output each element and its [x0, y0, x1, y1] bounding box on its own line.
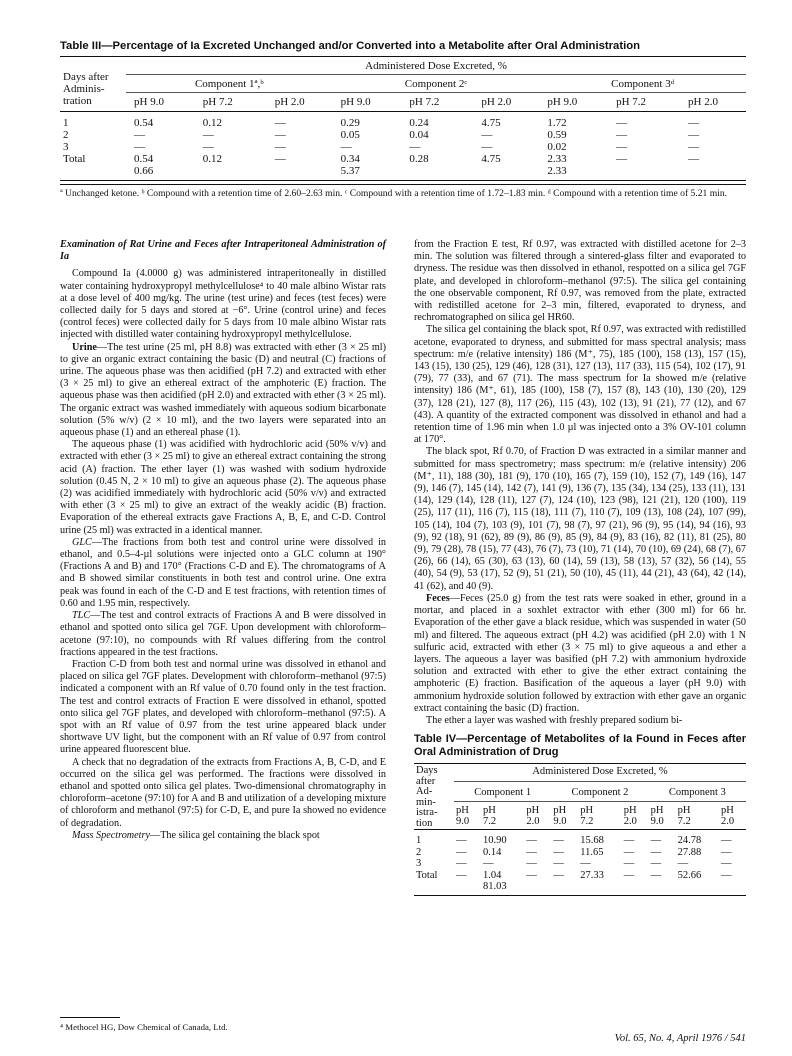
table-4-ph-header: pH 2.0: [524, 802, 551, 830]
table-row: [414, 881, 746, 895]
table-cell: 0.12: [202, 117, 222, 129]
table-row: [414, 870, 746, 882]
table-cell: 27.88: [677, 846, 702, 858]
table-4-stub-header: Days after Ad- min- istra- tion: [414, 764, 454, 830]
paragraph: from the Fraction E test, Rf 0.97, was extracted with distilled acetone for 2–3 min. The solution was filtered through a sintered-glass filter and evaporated to dryness. The residue was then dissolved in ethanol, respotted on a silica gel 7GF plate, and developed in chloroform–methanol (97:5). The silica gel containing the one observable component, Rf 0.97, was removed from the plate, extracted with redistilled acetone for 2–3 min, filtered, evaporated to dryness, and rechromatographed on silica gel HR60.: [414, 239, 746, 324]
table-cell: —: [650, 869, 662, 881]
table-cell: 0.29: [340, 117, 360, 129]
table-cell: 0.54: [134, 117, 154, 129]
section-heading: Examination of Rat Urine and Feces after Intraperitoneal Administration of Ia: [60, 239, 386, 263]
table-cell: 0.24: [409, 117, 429, 129]
table-cell: —: [650, 846, 662, 858]
table-cell: —: [580, 858, 591, 870]
table-cell: 1: [416, 835, 422, 847]
table-cell: —: [721, 858, 732, 870]
table-cell: 27.33: [580, 869, 604, 881]
table-cell: [649, 881, 676, 895]
table-4-ph-header: pH 7.2: [578, 802, 621, 830]
paragraph: The ether a layer was washed with freshly prepared sodium bi-: [426, 714, 683, 726]
table-row: [60, 129, 746, 141]
table-3-footnote: ª Unchanged ketone. ᵇ Compound with a retention time of 2.60–2.63 min. ᶜ Compound with a retention time of 1.72–1.83 min. ᵈ Compound with a retention time of 5.21 min.: [60, 184, 746, 199]
table-4-ph-header: pH 7.2: [676, 802, 719, 830]
table-cell: —: [526, 835, 537, 847]
table-3-ph-header: pH 2.0: [674, 93, 746, 112]
table-3-ph-header: pH 9.0: [333, 93, 396, 112]
table-cell: 2: [63, 129, 69, 141]
table-row: [414, 858, 746, 870]
table-cell: 0.66: [134, 165, 154, 177]
table-cell: [719, 881, 746, 895]
table-4-component-3: Component 3: [649, 781, 746, 802]
table-row: [60, 165, 746, 181]
table-4-ph-header: pH 7.2: [481, 802, 524, 830]
table-cell: —: [553, 846, 564, 858]
table-4-caption: Table IV—Percentage of Metabolites of Ia Found in Feces after Oral Administration of Drug: [414, 733, 746, 759]
table-cell: [551, 881, 578, 895]
table-cell: —: [481, 141, 493, 153]
table-row: [414, 830, 746, 847]
table-cell: [676, 881, 719, 895]
paragraph: Compound Ia (4.0000 g) was administered intraperitoneally in distilled water containing hydroxypropyl methylcellulose⁴ to 40 male albino Wistar rats at a dose level of 400 mg/kg. The urine (test urine) and feces (test feces) were collected daily for 5 days and stored at −6°. Urine (control urine) and feces (control feces) were collected daily for 5 days from 10 male albino Wistar rats injected with distilled water containing hydroxypropyl methylcellulose.: [60, 268, 386, 341]
paragraph: The silica gel containing the black spot, Rf 0.97, was extracted with redistilled acetone, evaporated to dryness, and submitted for mass spectral analysis; mass spectrum: m/e (relative intensity) 186 (M⁺, 75), 185 (100), 158 (13), 157 (15), 143 (15), 130 (25), 129 (46), 128 (31), 127 (13), 117 (33), 115 (54), 102 (17), 91 (79), 77 (33), and 67 (71). The mass spectrum for Ia showed m/e (relative intensity) 186 (M⁺, 61), 185 (100), 158 (7), 157 (8), 143 (10), 130 (20), 129 (37), 128 (21), 127 (8), 117 (26), 115 (43), 102 (13), 91 (21), 77 (12), and 67 (43). A quantity of the extracted component was dissolved in ethanol and had a retention time of 1.96 min when 1.0 µl was injected onto a 3% OV-101 column at 170°.: [414, 324, 746, 446]
table-cell: —: [553, 858, 564, 870]
table-cell: —: [456, 858, 467, 870]
table-cell: [414, 881, 454, 895]
table-cell: [622, 881, 649, 895]
table-cell: —: [134, 141, 145, 153]
table-cell: 1: [63, 117, 69, 129]
table-cell: —: [721, 835, 732, 847]
table-cell: —: [721, 846, 732, 858]
paragraph: The black spot, Rf 0.70, of Fraction D was extracted in a similar manner and submitted for mass spectrometry; mass spectrum: m/e (relative intensity) 206 (M⁺, 11), 188 (30), 181 (9), 170 (10), 165 (7), 159 (10), 152 (7), 149 (16), 147 (9), 146 (7), 145 (14), 142 (7), 141 (9), 136 (7), 135 (34), 134 (25), 133 (11), 131 (14), 129 (14), 128 (11), 127 (7), 124 (10), 123 (98), 121 (21), 120 (100), 119 (25), 117 (11), 116 (7), 115 (18), 111 (7), 110 (7), 109 (13), 108 (24), 107 (99), 105 (14), 104 (7), 103 (9), 101 (7), 98 (7), 97 (21), 96 (9), 95 (14), 94 (16), 93 (9), 92 (18), 91 (62), 89 (9), 86 (9), 85 (9), 84 (9), 83 (16), 82 (11), 81 (25), 80 (9), 79 (28), 78 (15), 77 (43), 76 (7), 73 (10), 71 (14), 70 (10), 69 (24), 68 (7), 67 (26), 66 (14), 65 (30), 63 (13), 60 (14), 59 (13), 58 (13), 57 (32), 56 (14), 55 (40), 54 (9), 53 (17), 52 (9), 51 (21), 50 (10), 45 (11), 44 (21), 43 (64), 42 (14), 41 (62), and 40 (9).: [414, 446, 746, 592]
table-3-body: [60, 112, 746, 181]
table-cell: 0.59: [547, 129, 567, 141]
table-cell: —: [526, 869, 537, 881]
table-cell: 5.37: [340, 165, 360, 177]
table-cell: —: [456, 835, 467, 847]
table-cell: [395, 165, 467, 181]
table-cell: —: [677, 858, 689, 870]
table-cell: —: [688, 153, 700, 165]
run-in-head: GLC: [72, 536, 92, 548]
paragraph: TLC—The test and control extracts of Fractions A and B were dissolved in ethanol and spotted onto silica gel 7GF. Upon development with chloroform–acetone (97:10), no compounds with Rf values differing from the control fractions appeared in the test fractions.: [60, 610, 386, 658]
table-4-ph-header: pH 2.0: [719, 802, 746, 830]
table-3-ph-header: pH 2.0: [467, 93, 539, 112]
table-cell: [602, 165, 674, 181]
table-3-ph-header: pH 2.0: [261, 93, 333, 112]
table-cell: 15.68: [580, 835, 604, 847]
table-cell: —: [456, 846, 467, 858]
table-cell: —: [274, 141, 286, 153]
run-in-head: Feces: [426, 592, 450, 604]
table-cell: —: [274, 153, 286, 165]
table-cell: 0.14: [482, 846, 502, 858]
table-cell: [467, 165, 539, 181]
run-in-head: Mass Spectrometry: [72, 829, 150, 841]
paragraph: Mass Spectrometry—The silica gel containing the black spot: [72, 829, 320, 841]
table-3: [60, 40, 746, 199]
table-cell: 10.90: [482, 835, 507, 847]
table-cell: —: [688, 129, 700, 141]
table-cell: —: [482, 858, 494, 870]
table-cell: [578, 881, 621, 895]
table-cell: —: [526, 858, 537, 870]
table-cell: —: [340, 141, 352, 153]
table-3-ph-header: pH 9.0: [539, 93, 602, 112]
footnote-rule: [60, 1017, 120, 1018]
paragraph: Fraction C-D from both test and normal urine was dissolved in ethanol and placed on silica gel 7GF plates. Development with chloroform–methanol (97:5) indicated a component with an Rf value of 0.70 found only in the test fraction. The test and control extracts of Fraction E were dissolved in ethanol, spotted onto silica gel 7GF plates, and developed with chloroform–methanol (97:5). A spot with an Rf value of 0.97 from the test urine appeared black under shortwave UV light, but the component with an Rf value of 0.97 from control urine appeared fluorescent blue.: [60, 658, 386, 756]
table-cell: —: [274, 129, 286, 141]
table-cell: Total: [416, 869, 438, 881]
table-cell: —: [616, 129, 628, 141]
run-in-head: TLC: [72, 610, 91, 622]
table-cell: —: [616, 141, 628, 153]
table-cell: 4.75: [481, 117, 501, 129]
left-column: [60, 239, 386, 842]
run-in-head: Urine: [72, 341, 97, 353]
table-cell: —: [481, 129, 493, 141]
table-4-ph-header: pH 2.0: [622, 802, 649, 830]
table-cell: 0.02: [547, 141, 567, 153]
paragraph: Feces—Feces (25.0 g) from the test rats were soaked in ether, ground in a mortar, and placed in a soxhlet extractor with ether (300 ml) for 66 hr. Evaporation of the ether gave a black residue, which was suspended in water (50 ml) and filtered. The aqueous extract (pH 4.2) was acidified (pH 2.0) with 1 N sulfuric acid, extracted with ether (3 × 75 ml) to give aqueous a and ether a layers. The aqueous a layer was basified (pH 7.2) with ammonium hydroxide solution and extracted with ether to give the ether extract containing the amphoteric (E) fraction. Basification of the aqueous a layer (pH 9.0) with ammonium hydroxide solution followed by extraction with ether gave an organic extract containing the basic (D) fraction.: [414, 592, 746, 714]
paragraph: The aqueous phase (1) was acidified with hydrochloric acid (50% v/v) and extracted with ether (3 × 25 ml) to give an ethereal extract containing the strong acid (A) fraction. The ether layer (1) was washed with sodium hydroxide solution (0.45 N, 2 × 10 ml) to give an aqueous phase (2). The aqueous phase (2) was acidified immediately with hydrochloric acid (50% v/v) and extracted with ether (3 × 25 ml) to give an extract of the weakly acidic (B) fraction. Evaporation of the ethereal extracts gave Fractions A, B, E, and C-D. Control urine (25 ml) was extracted in a identical manner.: [60, 439, 386, 536]
table-cell: —: [274, 117, 286, 129]
table-3-stub-header: Days after Adminis- tration: [60, 57, 126, 112]
table-cell: —: [623, 835, 635, 847]
table-cell: —: [553, 835, 564, 847]
right-column: [414, 239, 746, 896]
table-cell: —: [721, 869, 732, 881]
table-4-body: [414, 830, 746, 896]
table-cell: [674, 165, 746, 181]
paragraph: GLC—The fractions from both test and control urine were dissolved in ethanol, and 0.5–4-µl solutions were injected onto a GLC column at 190° (Fractions A and B) and 170° (Fractions C-D and E). The chromatograms of A and B showed similar constituents in both test and control urine. One extra peak was found in each of the C-D and E test fractions, with retention times of 0.60 and 1.95 min, respectively.: [60, 536, 386, 609]
table-cell: 11.65: [580, 846, 604, 858]
table-cell: —: [553, 869, 564, 881]
table-4-component-2: Component 2: [551, 781, 648, 802]
table-3-spanner: Administered Dose Excreted, %: [126, 57, 746, 75]
table-4-spanner: Administered Dose Excreted, %: [454, 764, 746, 782]
table-cell: 0.05: [340, 129, 360, 141]
table-cell: —: [650, 835, 662, 847]
table-cell: 1.72: [547, 117, 567, 129]
table-cell: —: [202, 141, 214, 153]
table-3-ph-header: pH 7.2: [602, 93, 674, 112]
table-4-ph-header: pH 9.0: [454, 802, 481, 830]
table-cell: 3: [63, 141, 69, 153]
table-3-caption: Table III—Percentage of Ia Excreted Unchanged and/or Converted into a Metabolite after Oral Administration: [60, 40, 641, 52]
table-cell: 81.03: [482, 881, 507, 893]
table-cell: 0.12: [202, 153, 222, 165]
table-cell: —: [616, 117, 628, 129]
table-cell: [261, 165, 333, 181]
table-4-component-1: Component 1: [454, 781, 551, 802]
table-cell: [60, 165, 126, 181]
table-4-ph-header: pH 9.0: [551, 802, 578, 830]
table-cell: —: [409, 141, 421, 153]
table-cell: —: [456, 869, 467, 881]
table-cell: 0.04: [409, 129, 429, 141]
page-footnote: ⁴ Methocel HG, Dow Chemical of Canada, Ltd.: [60, 1022, 228, 1032]
table-cell: —: [202, 129, 214, 141]
table-cell: 0.28: [409, 153, 429, 165]
table-3-component-2: Component 2ᶜ: [333, 75, 540, 93]
table-4-ph-header: pH 9.0: [649, 802, 676, 830]
table-cell: —: [650, 858, 662, 870]
table-cell: —: [688, 141, 700, 153]
table-cell: [524, 881, 551, 895]
table-cell: 0.54: [134, 153, 154, 165]
table-3-component-1: Component 1ª,ᵇ: [126, 75, 333, 93]
table-3-ph-header: pH 7.2: [395, 93, 467, 112]
table-row: [414, 847, 746, 859]
table-cell: 24.78: [677, 835, 702, 847]
table-3-grid: [60, 56, 746, 181]
table-cell: —: [526, 846, 537, 858]
table-cell: —: [623, 869, 635, 881]
table-4: [414, 733, 746, 896]
table-row: [60, 112, 746, 130]
table-4-ph-row: [414, 802, 746, 830]
table-cell: —: [688, 117, 700, 129]
table-cell: —: [623, 846, 635, 858]
table-cell: —: [623, 858, 635, 870]
table-cell: [454, 881, 481, 895]
table-3-component-3: Component 3ᵈ: [539, 75, 746, 93]
table-cell: 0.34: [340, 153, 360, 165]
paragraph: Urine—The test urine (25 ml, pH 8.8) was extracted with ether (3 × 25 ml) to give an organic extract containing the basic (D) and neutral (C) fractions of urine. The aqueous phase was then acidified (pH 7.2) and extracted with ether (3 × 25 ml) to give an ethereal extract of the amphoteric (E) fraction. The aqueous phase was then acidified (pH 2.0) and extracted with ether (3 × 25 ml). The organic extract was washed immediately with aqueous sodium bicarbonate solution (5% w/v) (2 × 10 ml), and the two layers were separated into an aqueous phase (1) and an ethereal phase (1).: [60, 341, 386, 439]
table-cell: 4.75: [481, 153, 501, 165]
table-3-ph-header: pH 7.2: [189, 93, 261, 112]
table-row: [60, 153, 746, 165]
table-cell: 1.04: [482, 869, 502, 881]
page-folio: Vol. 65, No. 4, April 1976 / 541: [614, 1033, 746, 1044]
paragraph: A check that no degradation of the extracts from Fractions A, B, C-D, and E occurred on the silica gel was performed. The fractions were dissolved in ethanol and spotted onto silica gel plates. Two-dimensional chromatography in chloroform–acetone (97:10) for A and B and utilization of a developing mixture of chloroform and methanol (97:5) for C-D, E, and pure Ia showed no evidence of degradation.: [60, 756, 386, 829]
table-row: [60, 141, 746, 153]
table-cell: —: [134, 129, 145, 141]
table-cell: —: [616, 153, 628, 165]
table-cell: Total: [63, 153, 86, 165]
table-4-grid: [414, 763, 746, 896]
table-cell: 2: [416, 846, 422, 858]
table-cell: 2.33: [547, 165, 567, 177]
table-cell: 2.33: [547, 153, 567, 165]
table-3-ph-header: pH 9.0: [126, 93, 189, 112]
table-cell: 52.66: [677, 869, 702, 881]
table-cell: [189, 165, 261, 181]
table-cell: 3: [416, 858, 422, 870]
